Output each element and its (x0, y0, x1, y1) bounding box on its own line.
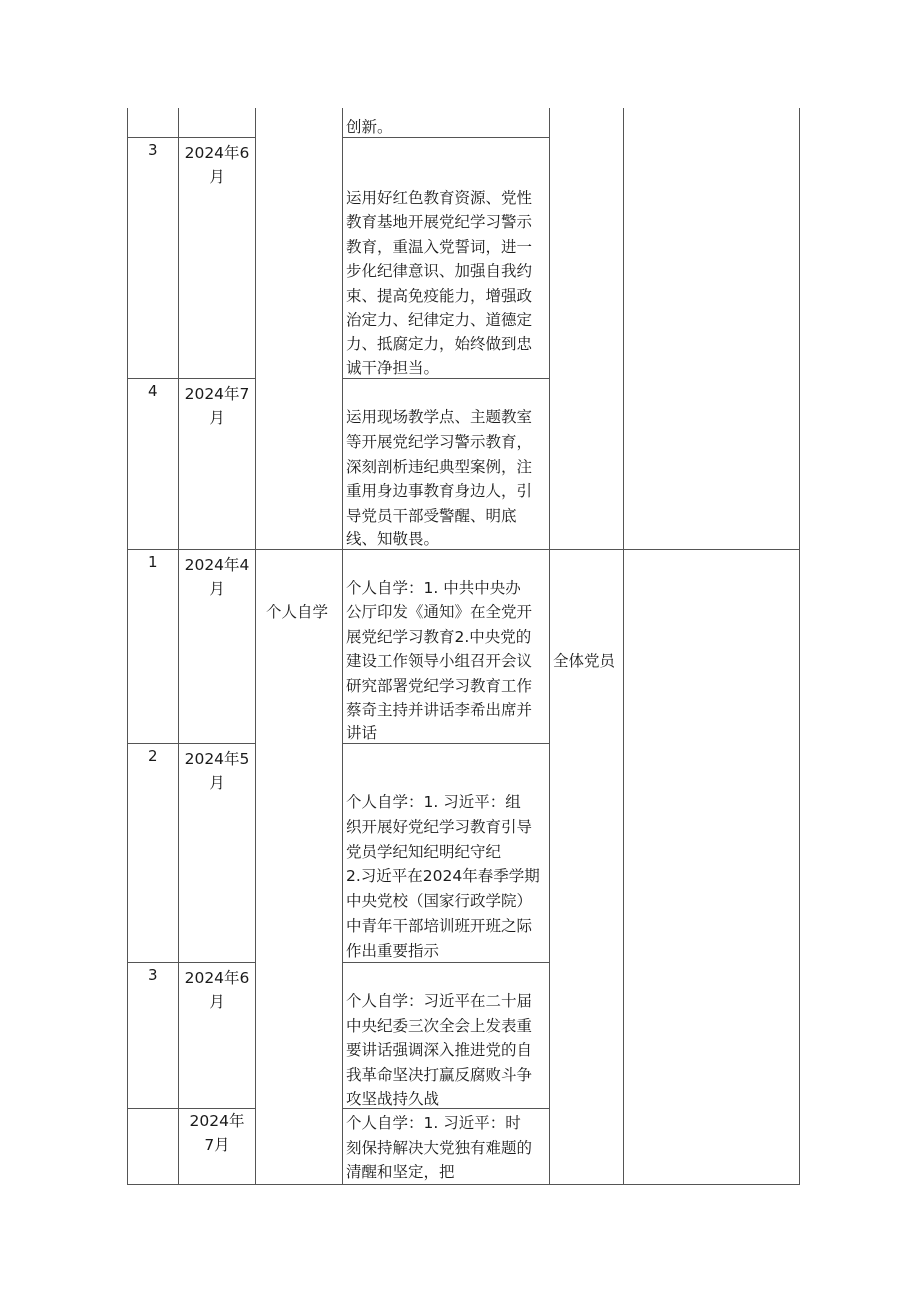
table-border-right (799, 108, 800, 1185)
participants-label: 全体党员 (553, 652, 616, 670)
row-0-content-line: 创新。 (346, 118, 393, 136)
row-3-date-line-2: 月 (209, 580, 225, 598)
content-line: 清醒和坚定，把 (346, 1163, 455, 1181)
row-divider-4 (127, 743, 255, 744)
content-line: 中央纪委三次全会上发表重 (346, 1017, 533, 1035)
content-line: 运用好红色教育资源、党性 (346, 189, 533, 207)
table-border-bottom (127, 1184, 800, 1185)
content-line: 线、知敬畏。 (346, 530, 440, 548)
row-4-date-line-2: 月 (209, 774, 225, 792)
row-1-date-line-1: 2024年6 (184, 144, 250, 162)
content-line: 中青年干部培训班开班之际 (346, 917, 533, 935)
content-line: 步化纪律意识、加强自我约 (346, 262, 533, 280)
content-line: 深刻剖析违纪典型案例，注 (346, 458, 533, 476)
row-divider-5 (127, 962, 255, 963)
content-line: 个人自学：1. 中共中央办 (346, 579, 521, 597)
content-line: 导党员干部受警醒、明底 (346, 507, 517, 525)
content-line: 中央党校（国家行政学院） (346, 892, 533, 910)
row-1-date-line-2: 月 (209, 168, 225, 186)
row-2-number: 4 (148, 382, 158, 400)
content-line: 重用身边事教育身边人，引 (346, 482, 533, 500)
row-divider-1 (178, 137, 255, 138)
content-line: 个人自学：习近平在二十届 (346, 992, 533, 1010)
row-6-date-line-1: 2024年 (189, 1112, 245, 1130)
row-5-date-line-1: 2024年6 (184, 969, 250, 987)
row-2-date-line-1: 2024年7 (184, 385, 250, 403)
content-line: 蔡奇主持并讲话李希出席并 (346, 701, 533, 719)
content-line: 公厅印发《通知》在全党开 (346, 603, 533, 621)
content-line: 个人自学：1. 习近平：时 (346, 1114, 521, 1132)
row-6-date-line-2: 7月 (204, 1136, 230, 1154)
col-divider-date-method (255, 108, 256, 1185)
content-line: 运用现场教学点、主题教室 (346, 408, 533, 426)
content-line: 我革命坚决打赢反腐败斗争 (346, 1066, 533, 1084)
col-divider-participants-remark (623, 108, 624, 1185)
row-3-date-line-1: 2024年4 (184, 556, 250, 574)
content-line: 刻保持解决大党独有难题的 (346, 1139, 533, 1157)
row-5-number: 3 (148, 966, 158, 984)
row-4-date-line-1: 2024年5 (184, 750, 250, 768)
section-divider (127, 549, 800, 550)
content-line: 力、抵腐定力，始终做到忠 (346, 335, 533, 353)
content-line: 建设工作领导小组召开会议 (346, 652, 533, 670)
content-line: 党员学纪知纪明纪守纪 (346, 843, 502, 861)
content-line: 织开展好党纪学习教育引导 (346, 818, 533, 836)
content-line: 个人自学：1. 习近平：组 (346, 793, 521, 811)
content-line: 展党纪学习教育2.中央党的 (346, 628, 532, 646)
content-line: 要讲话强调深入推进党的自 (346, 1041, 533, 1059)
content-line: 教育，重温入党誓词，进一 (346, 238, 533, 256)
row-divider-1 (127, 137, 178, 138)
content-line: 等开展党纪学习警示教育， (346, 433, 533, 451)
row-2-date-line-2: 月 (209, 409, 225, 427)
row-divider-2 (127, 378, 255, 379)
table-border-left (127, 108, 128, 1185)
content-line: 治定力、纪律定力、道德定 (346, 311, 533, 329)
content-line: 诚干净担当。 (346, 359, 440, 377)
content-line: 教育基地开展党纪学习警示 (346, 213, 533, 231)
content-line: 讲话 (346, 724, 378, 742)
row-4-number: 2 (148, 747, 158, 765)
col-divider-num-date (178, 108, 179, 1185)
content-line: 攻坚战持久战 (346, 1090, 440, 1108)
col-divider-method-content (342, 108, 343, 1185)
content-line: 束、提高免疫能力，增强政 (346, 287, 533, 305)
content-line: 作出重要指示 (346, 942, 440, 960)
content-line: 研究部署党纪学习教育工作 (346, 677, 533, 695)
col-divider-content-participants (549, 108, 550, 1185)
row-5-date-line-2: 月 (209, 993, 225, 1011)
method-label: 个人自学 (266, 603, 329, 621)
row-3-number: 1 (148, 553, 158, 571)
row-1-number: 3 (148, 141, 158, 159)
content-line: 2.习近平在2024年春季学期 (346, 867, 540, 885)
